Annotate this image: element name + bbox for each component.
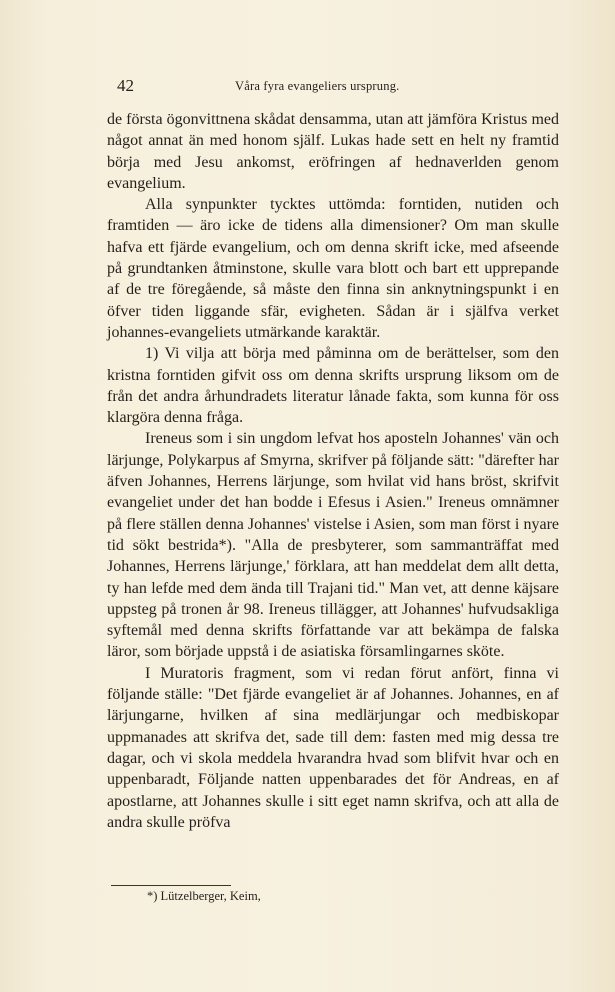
running-title: Våra fyra evangeliers ursprung.	[235, 79, 400, 93]
footnote-divider	[111, 885, 231, 886]
page-header	[107, 76, 559, 98]
paragraph: Ireneus som i sin ungdom lefvat hos aposteln Johannes' vän och lärjunge, Polykarpus af Smyrna, skrifver på följande sätt: "därefter har äfven Johannes, Herrens lärjunge, som hvilat vid hans bröst, skrifvit evangeliet under det han bodde i Efesus i Asien." Ireneus omnämner på flere ställen denna Johannes' vistelse i Asien, som man först i nyare tid sökt bestrida*). "Alla de presbyterer, som sammanträffat med Johannes, Herrens lärjunge,' förklara, att han meddelat dem allt detta, ty han lefde med dem ända till Trajani tid." Man vet, att denne käjsare uppsteg på tronen år 98. Ireneus tillägger, att Johannes' hufvudsakliga syftemål med denna skrifts författande var att bekämpa de falska läror, som började uppstå i de asiatiska församlingarnes sköte.	[107, 430, 559, 661]
body-text	[107, 109, 559, 833]
paragraph: 1) Vi vilja att börja med påminna om de berättelser, som den kristna forntiden gifvit oss om denna skrifts ursprung liksom om de från det andra århundradets literatur lånade fakta, som kunna för oss klargöra denna fråga.	[107, 345, 559, 427]
paragraph: Alla synpunkter tycktes uttömda: forntiden, nutiden och framtiden — äro icke de tidens alla dimensioner? Om man skulle hafva ett fjärde evangelium, och om denna skrift icke, med afseende på grundtanken åtminstone, skulle vara blott och bart ett upprepande af de tre föregående, så måste den finna sin anknytningspunkt i en öfver tiden liggande sfär, evigheten. Sådan är i själfva verket johannes-evangeliets utmärkande karaktär.	[107, 196, 559, 341]
footnote: *) Lützelberger, Keim,	[147, 889, 261, 903]
paragraph: I Muratoris fragment, som vi redan förut anfört, finna vi följande ställe: "Det fjärde evangeliet är af Johannes. Johannes, en af lärjungarne, hvilken af sina medlärjungar och medbiskopar uppmanades att skrifva det, sade till dem: fasten med mig dessa tre dagar, och vi skola meddela hvarandra hvad som blifvit hvar och en uppenbaradt, Följande natten uppenbarades det för Andreas, en af apostlarne, att Johannes skulle i sitt eget namn skrifva, och att alla de andra skulle pröfva	[107, 664, 559, 831]
paragraph: de första ögonvittnena skådat densamma, utan att jämföra Kristus med något annat än med honom själf. Lukas hade sett en helt ny framtid börja med Jesu ankomst, eröfringen af hednaverlden genom evangelium.	[107, 111, 559, 192]
page-number: 42	[117, 76, 134, 95]
